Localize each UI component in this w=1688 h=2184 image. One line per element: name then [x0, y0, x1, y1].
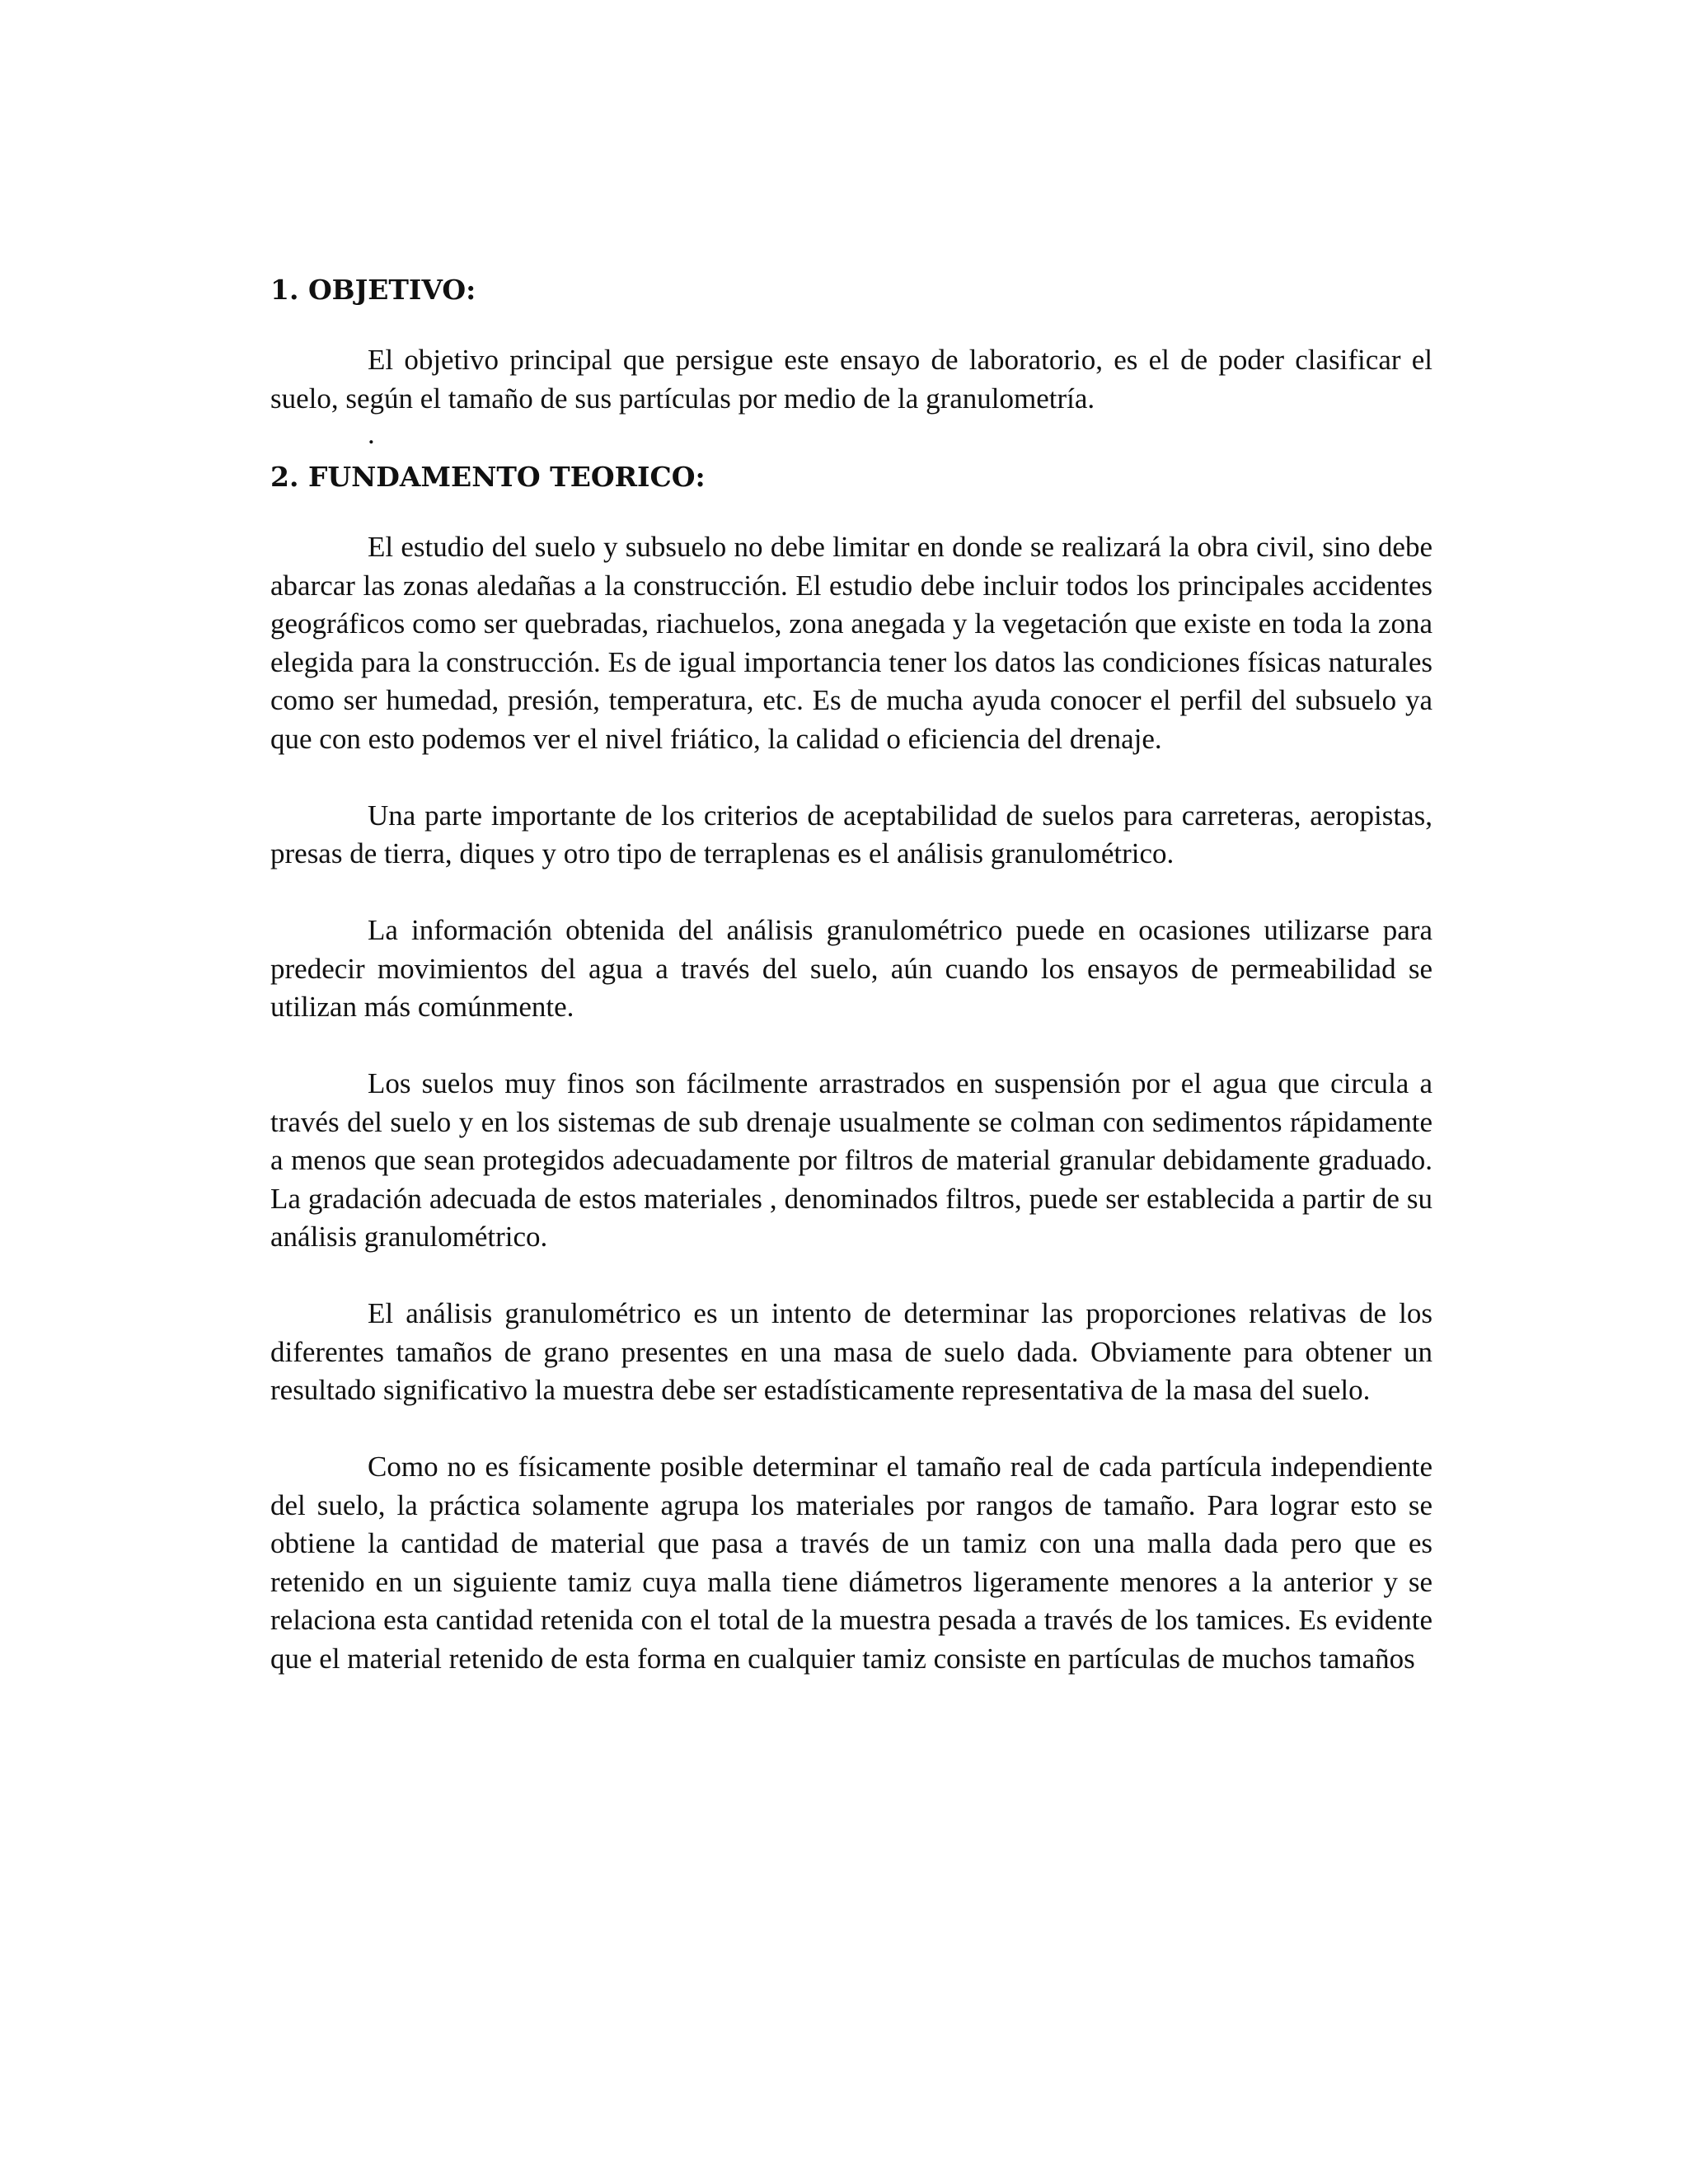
section-heading-objetivo: 1. OBJETIVO:: [270, 274, 476, 306]
paragraph-gap: [270, 1410, 1432, 1449]
paragraph-gap: [270, 874, 1432, 912]
paragraph-gap: [270, 1027, 1432, 1066]
paragraph-analisis: El análisis granulométrico es un intento de determinar las proporciones relativas de los diferentes tamaños de grano presentes en una masa de suelo dada. Obviamente para obtener un resultado significativo la muestra debe ser estadísticamente representativa de la masa del suelo.: [270, 1297, 1432, 1406]
paragraph-estudio-suelo: El estudio del suelo y subsuelo no debe limitar en donde se realizará la obra civil, sino debe abarcar las zonas aledañas a la construcción. El estudio debe incluir todos los principales accidentes geográficos como ser quebradas, riachuelos, zona anegada y la vegetación que existe en toda la zona elegida para la construcción. Es de igual importancia tener los datos las condiciones físicas naturales como ser humedad, presión, temperatura, etc. Es de mucha ayuda conocer el perfil del subsuelo ya que con esto podemos ver el nivel friático, la calidad o eficiencia del drenaje.: [270, 531, 1432, 755]
paragraph-tamices: Como no es físicamente posible determinar el tamaño real de cada partícula independiente del suelo, la práctica solamente agrupa los materiales por rangos de tamaño. Para lograr esto se obtiene la cantidad de material que pasa a través de un tamiz con una malla dada pero que es retenido en un siguiente tamiz cuya malla tiene diámetros ligeramente menores a la anterior y se relaciona esta cantidad retenida con el total de la muestra pesada a través de los tamices. Es evidente que el material retenido de esta forma en cualquier tamiz consiste en partículas de muchos tamaños: [270, 1451, 1432, 1675]
paragraph-gap: [270, 1257, 1432, 1296]
section-heading-fundamento: 2. FUNDAMENTO TEORICO:: [270, 461, 706, 493]
paragraph-criterios: Una parte importante de los criterios de aceptabilidad de suelos para carreteras, aeropistas, presas de tierra, diques y otro tipo de terraplenas es el análisis granulométrico.: [270, 799, 1432, 869]
paragraph-objetivo: El objetivo principal que persigue este ensayo de laboratorio, es el de poder clasificar el suelo, según el tamaño de sus partículas por medio de la granulometría.: [270, 344, 1432, 415]
document-page: [270, 264, 1432, 1678]
trailing-dot: .: [368, 418, 375, 450]
paragraph-suelos-finos: Los suelos muy finos son fácilmente arrastrados en suspensión por el agua que circula a través del suelo y en los sistemas de sub drenaje usualmente se colman con sedimentos rápidamente a menos que sean protegidos adecuadamente por filtros de material granular debidamente graduado. La gradación adecuada de estos materiales , denominados filtros, puede ser establecida a partir de su análisis granulométrico.: [270, 1067, 1432, 1253]
paragraph-gap: [270, 758, 1432, 797]
paragraph-informacion: La información obtenida del análisis granulométrico puede en ocasiones utilizarse para predecir movimientos del agua a través del suelo, aún cuando los ensayos de permeabilidad se utilizan más comúnmente.: [270, 914, 1432, 1023]
